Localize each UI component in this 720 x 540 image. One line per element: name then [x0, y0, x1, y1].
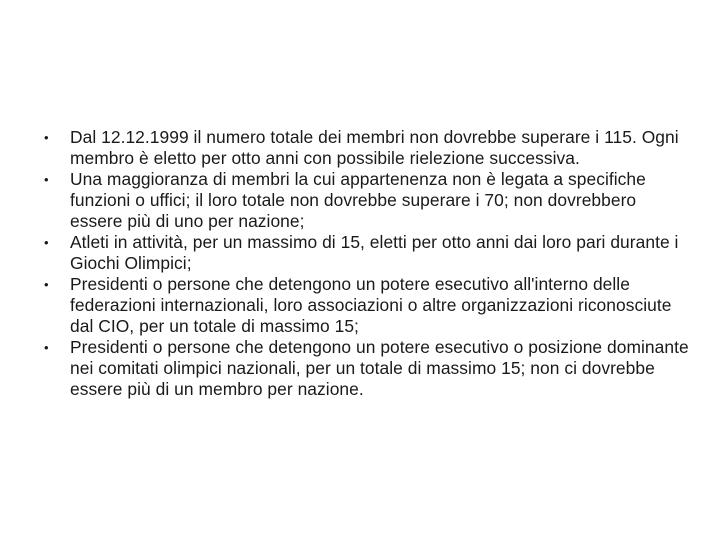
list-item — [44, 169, 690, 232]
list-item — [44, 127, 690, 169]
bullet-list — [44, 127, 690, 400]
bullet-icon: • — [44, 130, 49, 145]
list-item — [44, 232, 690, 274]
list-item — [44, 274, 690, 337]
bullet-icon: • — [44, 277, 49, 292]
bullet-text: Presidenti o persone che detengono un potere esecutivo o posizione dominante nei comitati olimpici nazionali, per un totale di massimo 15; non ci dovrebbe essere più di un membro per nazione. — [70, 337, 689, 399]
bullet-icon: • — [44, 340, 49, 355]
bullet-text: Presidenti o persone che detengono un potere esecutivo all'interno delle federazioni internazionali, loro associazioni o altre organizzazioni riconosciute dal CIO, per un totale di massimo 15; — [70, 274, 672, 336]
bullet-text: Dal 12.12.1999 il numero totale dei membri non dovrebbe superare i 115. Ogni membro è eletto per otto anni con possibile rielezione successiva. — [70, 127, 679, 168]
bullet-text: Una maggioranza di membri la cui appartenenza non è legata a specifiche funzioni o uffici; il loro totale non dovrebbe superare i 70; non dovrebbero essere più di uno per nazione; — [70, 169, 646, 231]
list-item — [44, 337, 690, 400]
bullet-icon: • — [44, 235, 49, 250]
bullet-text: Atleti in attività, per un massimo di 15, eletti per otto anni dai loro pari durante i Giochi Olimpici; — [70, 232, 679, 273]
bullet-icon: • — [44, 172, 49, 187]
